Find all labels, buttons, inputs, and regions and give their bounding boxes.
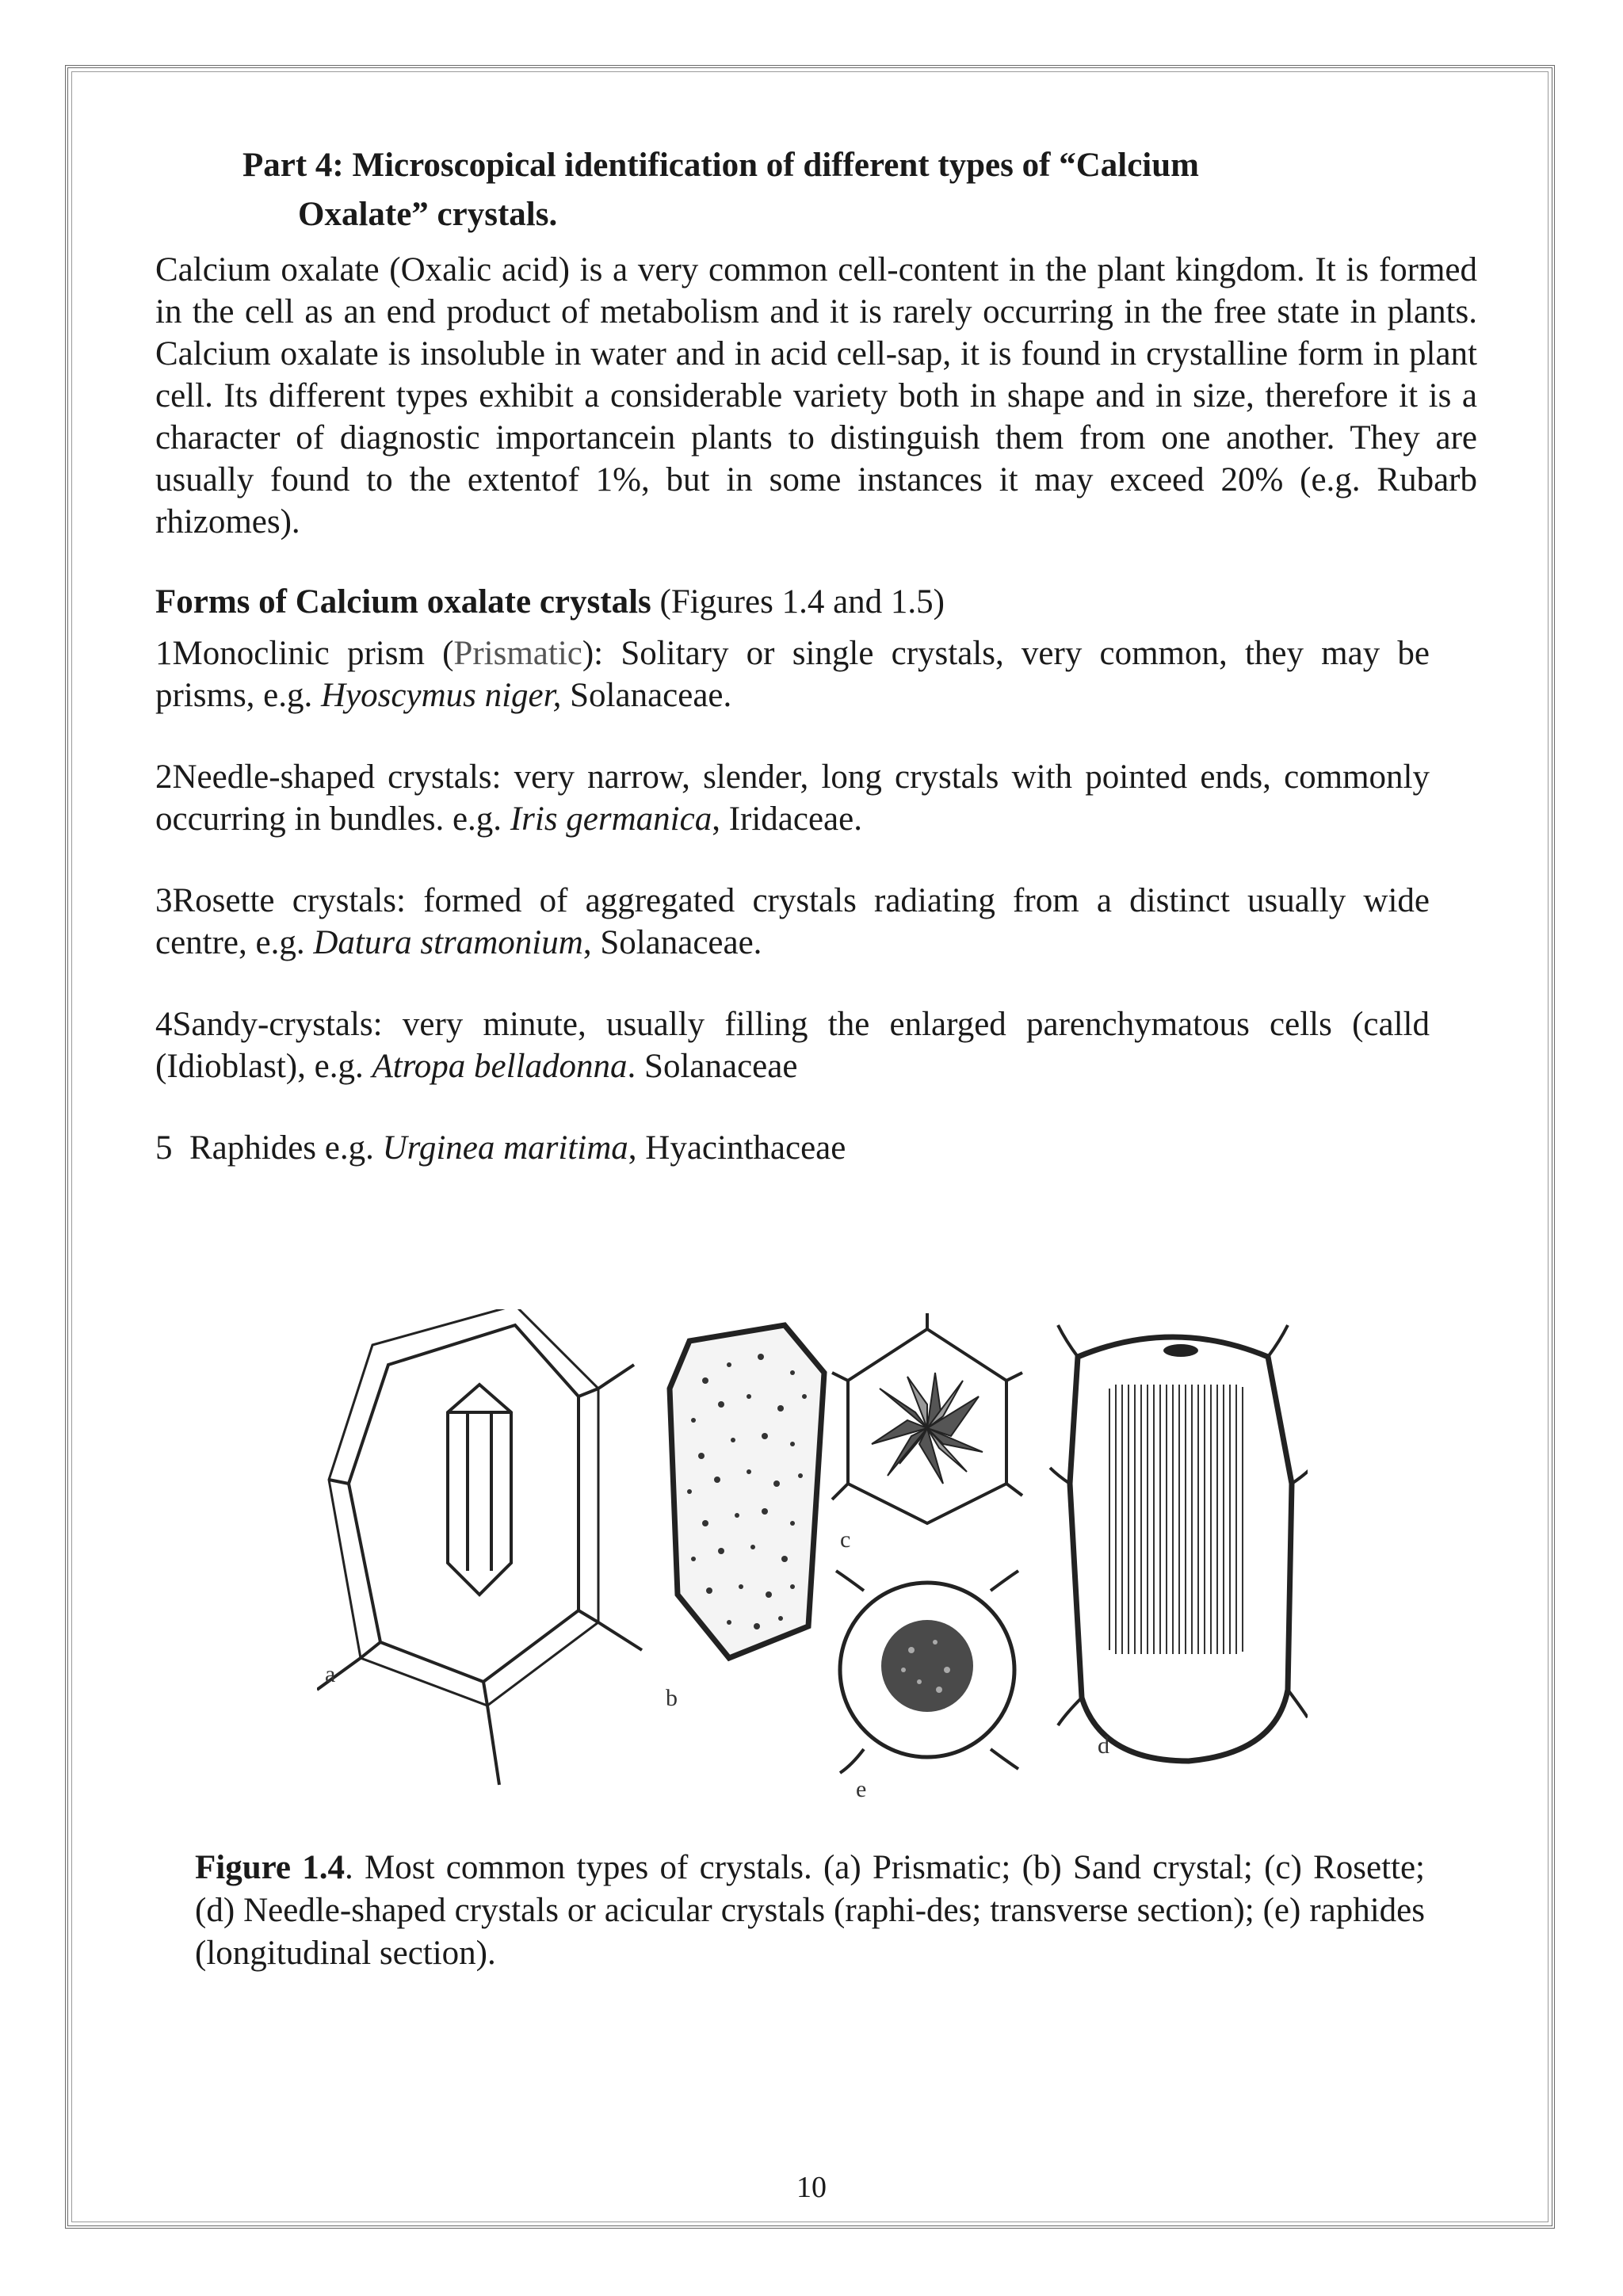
item-text: 4Sandy-crystals: very minute, usually filling the enlarged parenchymatous cells (calld (Idioblast), e.g. [155, 1006, 1430, 1085]
item-species: Atropa belladonna [372, 1048, 628, 1085]
item-text: 3Rosette crystals: formed of aggregated crystals radiating from a distinct usually wide centre, e.g. [155, 882, 1430, 961]
item-family: . Solanaceae [627, 1048, 798, 1085]
figure-a-prismatic-cell [317, 1309, 642, 1785]
heading-line-2: Oxalate” crystals. [298, 196, 558, 233]
figure-d-needle-crystals-cell [1050, 1325, 1308, 1761]
item-family: , Solanaceae. [582, 924, 762, 961]
crystal-type-item [155, 880, 1477, 964]
figure-label-c: c [840, 1526, 851, 1553]
figure-e-raphides-cell [836, 1571, 1018, 1773]
figure-b-sand-crystal-cell [670, 1325, 824, 1658]
forms-heading [155, 581, 1477, 623]
item-species: Datura stramonium [313, 924, 583, 961]
item-text: 5 Raphides e.g. [155, 1129, 383, 1167]
intro-paragraph: Calcium oxalate (Oxalic acid) is a very common cell-content in the plant kingdom. It is formed in the cell as an end product of metabolism and it is rarely occurring in the free state in plants. Calcium oxalate is insoluble in water and in acid cell-sap, it is found in crystalline form in plant cell. Its different types exhibit a considerable variety both in shape and in size, therefore it is a character of diagnostic importancein plants to distinguish them from one another. They are usually found to the extentof 1%, but in some instances it may exceed 20% (e.g. Rubarb rhizomes). [155, 251, 1477, 541]
raphide-bundle-cross-section [881, 1620, 973, 1712]
crystal-types-figure [317, 1309, 1308, 1801]
item-family: , Iridaceae. [712, 800, 862, 838]
item-species: Hyoscymus niger, [321, 677, 562, 714]
item-text: ): Solitary or single crystals, very common, they may be prisms, e.g. [155, 635, 1430, 714]
forms-heading-rest: (Figures 1.4 and 1.5) [651, 583, 945, 621]
crystal-type-item [155, 632, 1477, 716]
page-number: 10 [796, 2171, 827, 2204]
figure-label-e: e [856, 1776, 867, 1801]
figure-c-rosette-cell [832, 1313, 1022, 1523]
item-text: 1Monoclinic prism ( [155, 635, 454, 672]
nucleus [1163, 1344, 1198, 1357]
caption-figure-number: Figure 1.4 [195, 1849, 346, 1886]
heading-line-1: Part 4: Microscopical identification of different types of “Calcium [242, 147, 1199, 184]
item-family: , Hyacinthaceae [628, 1129, 846, 1167]
figure-caption [195, 1847, 1425, 1975]
crystal-type-item [155, 1127, 1477, 1169]
item-family: Solanaceae. [561, 677, 732, 714]
item-species: Urginea maritima [382, 1129, 628, 1167]
item-highlight: Prismatic [453, 635, 582, 672]
caption-text: . Most common types of crystals. (a) Prismatic; (b) Sand crystal; (c) Rosette; (d) Needle-shaped crystals or acicular crystals (raphi-des; transverse section); (e) raphides (longitudinal section). [195, 1849, 1426, 1972]
page-content [155, 141, 1477, 1169]
figure-label-d: d [1098, 1733, 1109, 1759]
figure-label-b: b [666, 1685, 678, 1711]
item-species: Iris germanica [510, 800, 712, 838]
crystal-type-item [155, 1003, 1477, 1087]
forms-heading-bold: Forms of Calcium oxalate crystals [155, 583, 651, 621]
item-text: 2Needle-shaped crystals: very narrow, slender, long crystals with pointed ends, commonly occurring in bundles. e.g. [155, 758, 1430, 838]
rosette-crystal [872, 1373, 983, 1484]
figure-label-a: a [325, 1661, 336, 1687]
section-heading [155, 141, 1477, 239]
crystal-type-item [155, 756, 1477, 840]
